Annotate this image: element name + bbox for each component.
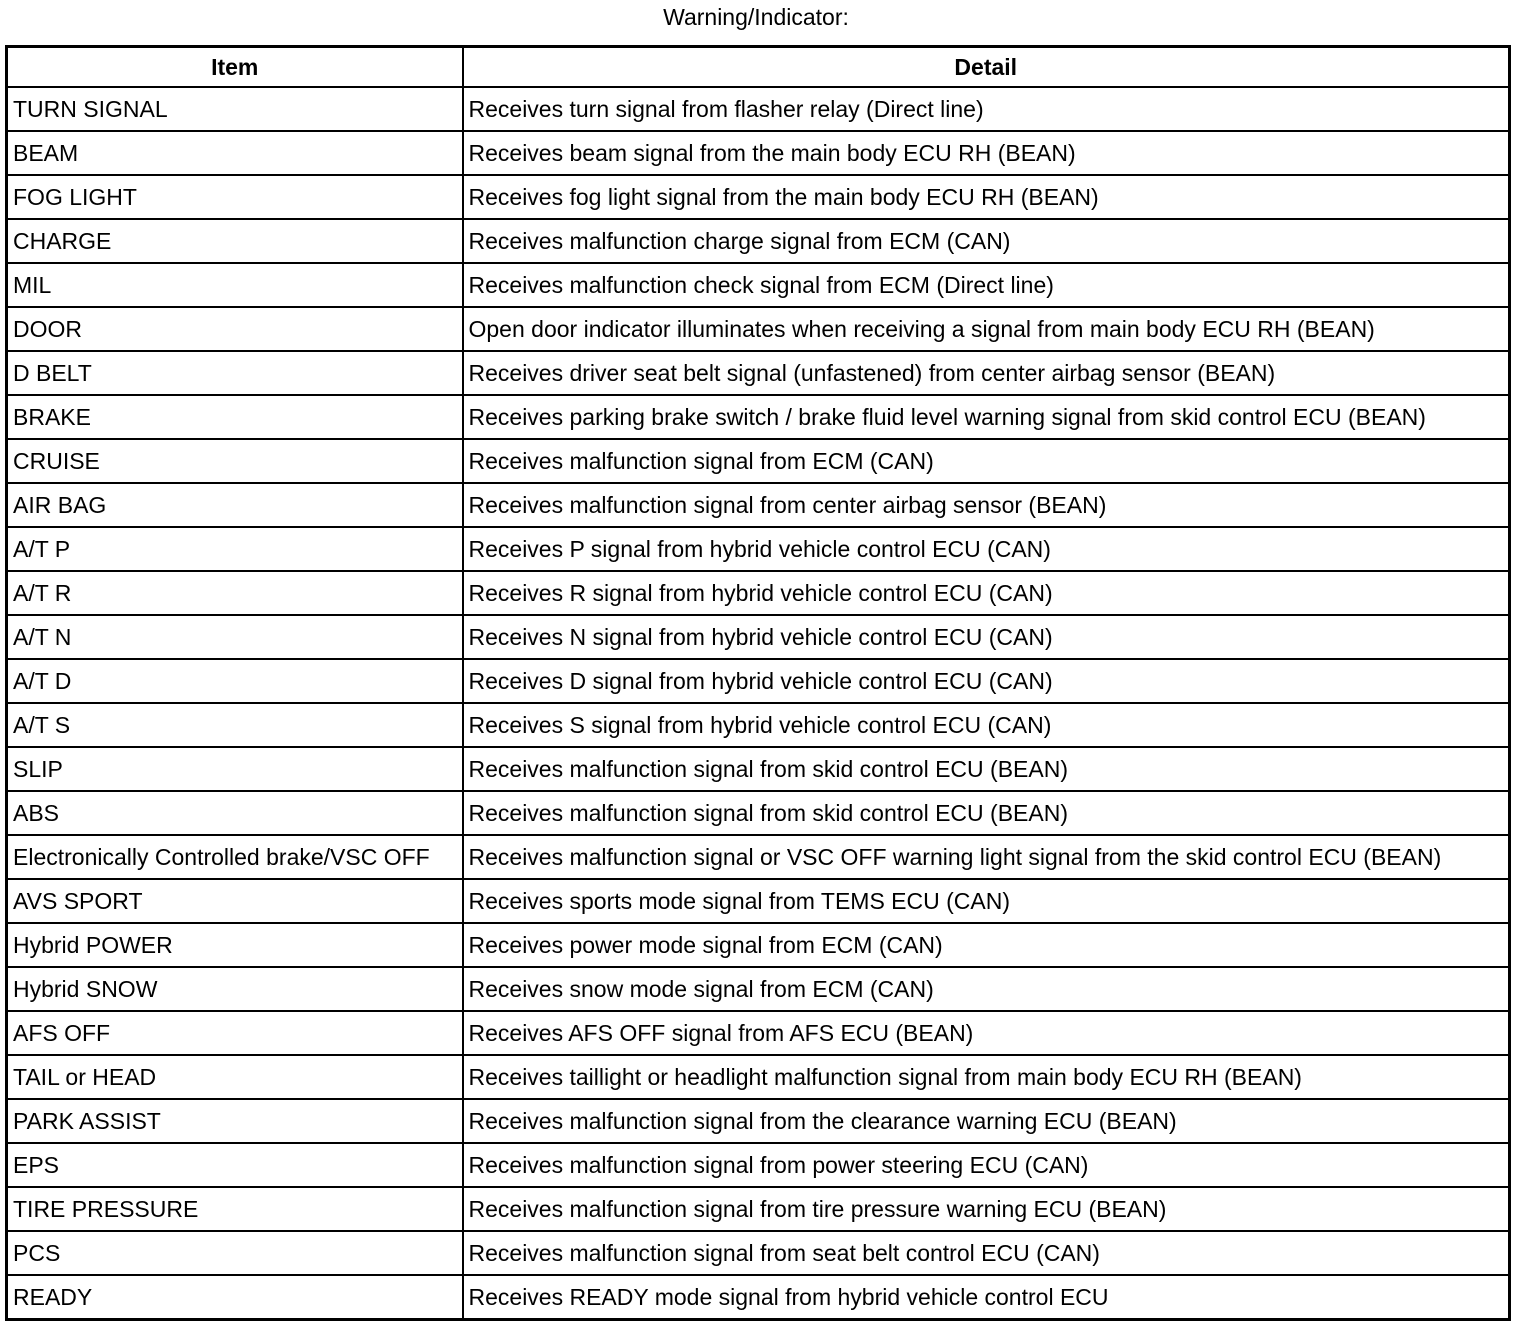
table-row bbox=[7, 307, 1510, 351]
item-cell: DOOR bbox=[7, 307, 463, 351]
item-cell: A/T P bbox=[7, 527, 463, 571]
detail-cell: Receives malfunction signal from skid control ECU (BEAN) bbox=[463, 747, 1510, 791]
column-header-detail: Detail bbox=[463, 47, 1510, 88]
detail-cell: Receives S signal from hybrid vehicle control ECU (CAN) bbox=[463, 703, 1510, 747]
item-cell: AFS OFF bbox=[7, 1011, 463, 1055]
table-row bbox=[7, 483, 1510, 527]
table-row bbox=[7, 1099, 1510, 1143]
table-row bbox=[7, 527, 1510, 571]
table-row bbox=[7, 879, 1510, 923]
detail-cell: Receives malfunction signal from ECM (CAN) bbox=[463, 439, 1510, 483]
detail-cell: Receives malfunction signal from tire pressure warning ECU (BEAN) bbox=[463, 1187, 1510, 1231]
detail-cell: Receives malfunction check signal from ECM (Direct line) bbox=[463, 263, 1510, 307]
item-cell: PCS bbox=[7, 1231, 463, 1275]
item-cell: TURN SIGNAL bbox=[7, 87, 463, 131]
item-cell: CRUISE bbox=[7, 439, 463, 483]
table-row bbox=[7, 395, 1510, 439]
item-cell: Hybrid SNOW bbox=[7, 967, 463, 1011]
table-row bbox=[7, 351, 1510, 395]
table-row bbox=[7, 1187, 1510, 1231]
table-row bbox=[7, 1143, 1510, 1187]
detail-cell: Receives AFS OFF signal from AFS ECU (BEAN) bbox=[463, 1011, 1510, 1055]
detail-cell: Receives malfunction signal from skid control ECU (BEAN) bbox=[463, 791, 1510, 835]
table-row bbox=[7, 263, 1510, 307]
detail-cell: Receives READY mode signal from hybrid vehicle control ECU bbox=[463, 1275, 1510, 1320]
table-header-row bbox=[7, 47, 1510, 88]
detail-cell: Open door indicator illuminates when receiving a signal from main body ECU RH (BEAN) bbox=[463, 307, 1510, 351]
detail-cell: Receives malfunction signal or VSC OFF warning light signal from the skid control ECU (BEAN) bbox=[463, 835, 1510, 879]
table-row bbox=[7, 1055, 1510, 1099]
table-row bbox=[7, 1231, 1510, 1275]
item-cell: BEAM bbox=[7, 131, 463, 175]
item-cell: TAIL or HEAD bbox=[7, 1055, 463, 1099]
item-cell: TIRE PRESSURE bbox=[7, 1187, 463, 1231]
item-cell: A/T N bbox=[7, 615, 463, 659]
item-cell: Hybrid POWER bbox=[7, 923, 463, 967]
item-cell: READY bbox=[7, 1275, 463, 1320]
table-row bbox=[7, 87, 1510, 131]
table-row bbox=[7, 703, 1510, 747]
detail-cell: Receives parking brake switch / brake fluid level warning signal from skid control ECU (BEAN) bbox=[463, 395, 1510, 439]
table-row bbox=[7, 571, 1510, 615]
table-row bbox=[7, 615, 1510, 659]
detail-cell: Receives N signal from hybrid vehicle control ECU (CAN) bbox=[463, 615, 1510, 659]
item-cell: FOG LIGHT bbox=[7, 175, 463, 219]
table-row bbox=[7, 1275, 1510, 1320]
table-row bbox=[7, 219, 1510, 263]
table-row bbox=[7, 835, 1510, 879]
column-header-item: Item bbox=[7, 47, 463, 88]
item-cell: AVS SPORT bbox=[7, 879, 463, 923]
item-cell: A/T D bbox=[7, 659, 463, 703]
table-row bbox=[7, 747, 1510, 791]
detail-cell: Receives malfunction signal from the clearance warning ECU (BEAN) bbox=[463, 1099, 1510, 1143]
detail-cell: Receives malfunction charge signal from ECM (CAN) bbox=[463, 219, 1510, 263]
detail-cell: Receives fog light signal from the main body ECU RH (BEAN) bbox=[463, 175, 1510, 219]
table-row bbox=[7, 923, 1510, 967]
table-caption: Warning/Indicator: bbox=[663, 4, 849, 30]
table-row bbox=[7, 175, 1510, 219]
item-cell: BRAKE bbox=[7, 395, 463, 439]
table-row bbox=[7, 791, 1510, 835]
item-cell: CHARGE bbox=[7, 219, 463, 263]
detail-cell: Receives driver seat belt signal (unfastened) from center airbag sensor (BEAN) bbox=[463, 351, 1510, 395]
detail-cell: Receives D signal from hybrid vehicle control ECU (CAN) bbox=[463, 659, 1510, 703]
item-cell: ABS bbox=[7, 791, 463, 835]
item-cell: PARK ASSIST bbox=[7, 1099, 463, 1143]
detail-cell: Receives R signal from hybrid vehicle control ECU (CAN) bbox=[463, 571, 1510, 615]
item-cell: SLIP bbox=[7, 747, 463, 791]
warning-indicator-table bbox=[5, 45, 1511, 1321]
item-cell: EPS bbox=[7, 1143, 463, 1187]
item-cell: A/T S bbox=[7, 703, 463, 747]
detail-cell: Receives snow mode signal from ECM (CAN) bbox=[463, 967, 1510, 1011]
detail-cell: Receives sports mode signal from TEMS ECU (CAN) bbox=[463, 879, 1510, 923]
table-row bbox=[7, 967, 1510, 1011]
table-row bbox=[7, 439, 1510, 483]
detail-cell: Receives malfunction signal from power steering ECU (CAN) bbox=[463, 1143, 1510, 1187]
item-cell: A/T R bbox=[7, 571, 463, 615]
table-row bbox=[7, 659, 1510, 703]
item-cell: MIL bbox=[7, 263, 463, 307]
table-row bbox=[7, 1011, 1510, 1055]
detail-cell: Receives turn signal from flasher relay (Direct line) bbox=[463, 87, 1510, 131]
item-cell: AIR BAG bbox=[7, 483, 463, 527]
detail-cell: Receives malfunction signal from center airbag sensor (BEAN) bbox=[463, 483, 1510, 527]
detail-cell: Receives power mode signal from ECM (CAN) bbox=[463, 923, 1510, 967]
detail-cell: Receives beam signal from the main body ECU RH (BEAN) bbox=[463, 131, 1510, 175]
table-row bbox=[7, 131, 1510, 175]
detail-cell: Receives P signal from hybrid vehicle control ECU (CAN) bbox=[463, 527, 1510, 571]
item-cell: D BELT bbox=[7, 351, 463, 395]
detail-cell: Receives taillight or headlight malfunction signal from main body ECU RH (BEAN) bbox=[463, 1055, 1510, 1099]
detail-cell: Receives malfunction signal from seat belt control ECU (CAN) bbox=[463, 1231, 1510, 1275]
item-cell: Electronically Controlled brake/VSC OFF bbox=[7, 835, 463, 879]
